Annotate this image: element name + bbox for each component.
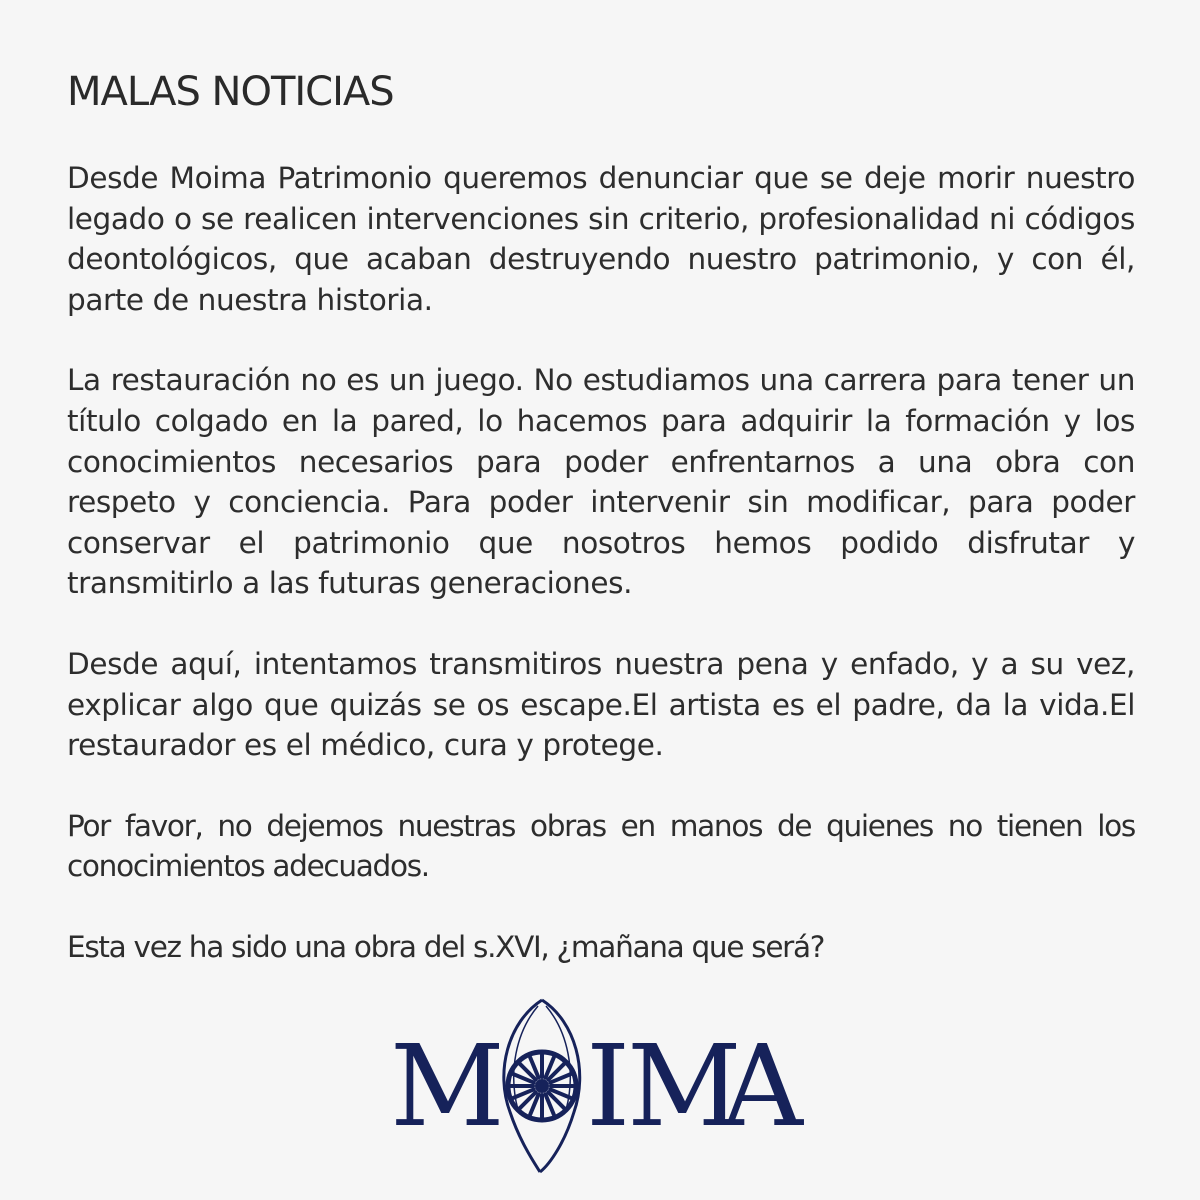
logo-text [390, 1182, 391, 1183]
page-title: MALAS NOTICIAS [67, 69, 394, 115]
paragraph-denuncia: Desde Moima Patrimonio queremos denunciar que se deje morir nuestro legado o se realicen intervenciones sin criterio, profesionalidad ni códigos deontológicos, que acaban destruyendo nuestro patrimonio, y con él, parte de nuestra historia. [67, 161, 1135, 317]
logo-letter-m: M [390, 1022, 505, 1152]
closing-line: Esta vez ha sido una obra del s.XVI, ¿mañana que será? [67, 929, 825, 964]
moima-logo [390, 992, 810, 1182]
paragraph-explicacion: Desde aquí, intentamos transmitiros nuestra pena y enfado, y a su vez, explicar algo que quizás se os escape.El artista es el padre, da la vida.El restaurador es el médico, cura y protege. [67, 646, 1135, 763]
paragraph-peticion: Por favor, no dejemos nuestras obras en manos de quienes no tienen los conocimientos adecuados. [67, 808, 1135, 884]
logo-letter-a: A [722, 1022, 803, 1152]
wheel-icon [508, 1052, 576, 1120]
logo-letter-m2: M [627, 1022, 742, 1152]
paragraph-restauracion: La restauración no es un juego. No estudiamos una carrera para tener un título colgado en la pared, lo hacemos para adquirir la formación y los conocimientos necesarios para poder enfrentarnos a una obra con respeto y conciencia. Para poder intervenir sin modificar, para poder conservar el patrimonio que nosotros hemos podido disfrutar y transmitirlo a las futuras generaciones. [67, 363, 1135, 601]
logo-letter-i: I [586, 1022, 631, 1152]
document [67, 68, 1135, 968]
moima-logo-graphic [390, 992, 810, 1182]
